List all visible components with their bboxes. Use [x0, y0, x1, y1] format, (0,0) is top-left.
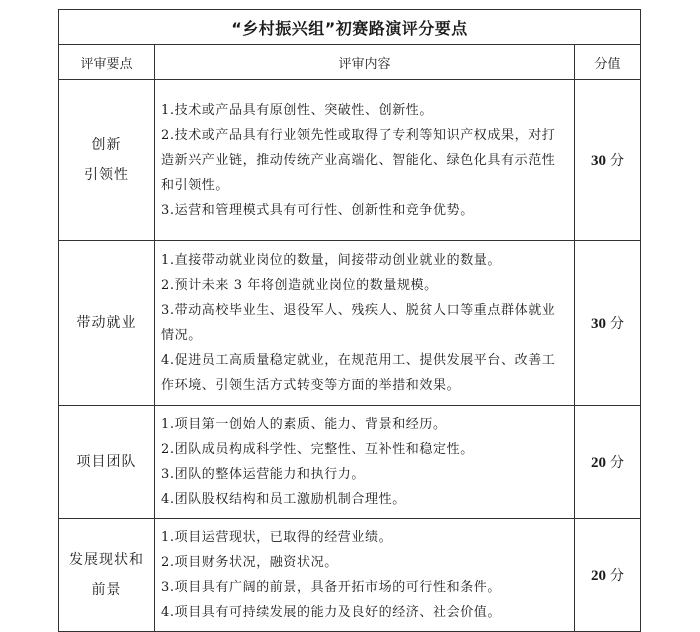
- scoring-table: [58, 9, 641, 632]
- score-cell: [575, 80, 641, 241]
- header-criteria: 评审要点: [59, 45, 155, 80]
- header-score: 分值: [575, 45, 641, 80]
- category-label: 引领性: [84, 167, 129, 183]
- score-value: 20: [591, 568, 607, 584]
- category-cell: [59, 519, 155, 632]
- criteria-item: 4.项目具有可持续发展的能力及良好的经济、社会价值。: [161, 605, 502, 620]
- category-cell: [59, 241, 155, 406]
- score-cell: [575, 241, 641, 406]
- category-label: 项目团队: [76, 454, 137, 470]
- score-value: 30: [591, 153, 607, 169]
- criteria-item: 4.促进员工高质量稳定就业，在规范用工、提供发展平台、改善工作环境、引领生活方式转变等方面的举措和效果。: [161, 353, 556, 393]
- score-unit: 分: [610, 568, 625, 584]
- criteria-item: 4.团队股权结构和员工激励机制合理性。: [161, 492, 406, 507]
- criteria-item: 1.项目运营现状，已取得的经营业绩。: [161, 530, 393, 545]
- criteria-item: 1.技术或产品具有原创性、突破性、创新性。: [161, 102, 434, 118]
- score-value: 20: [591, 455, 607, 471]
- criteria-item: 1.项目第一创始人的素质、能力、背景和经历。: [161, 417, 447, 432]
- criteria-item: 3.带动高校毕业生、退役军人、残疾人、脱贫人口等重点群体就业情况。: [161, 303, 556, 343]
- category-cell: [59, 80, 155, 241]
- header-content: 评审内容: [155, 45, 575, 80]
- table-row: [59, 406, 641, 519]
- criteria-item: 3.团队的整体运营能力和执行力。: [161, 467, 366, 482]
- score-cell: [575, 519, 641, 632]
- criteria-item: 3.项目具有广阔的前景，具备开拓市场的可行性和条件。: [161, 580, 502, 595]
- table-row: [59, 241, 641, 406]
- score-unit: 分: [610, 153, 625, 169]
- scoring-criteria-document: [58, 9, 640, 632]
- criteria-item: 2.预计未来 3 年将创造就业岗位的数量规模。: [161, 278, 438, 293]
- content-cell: [155, 519, 575, 632]
- score-unit: 分: [610, 455, 625, 471]
- criteria-item: 1.直接带动就业岗位的数量，间接带动创业就业的数量。: [161, 253, 502, 268]
- content-cell: [155, 241, 575, 406]
- table-row: [59, 519, 641, 632]
- category-label: 创新: [91, 137, 122, 153]
- content-cell: [155, 406, 575, 519]
- content-cell: [155, 80, 575, 241]
- criteria-item: 3.运营和管理模式具有可行性、创新性和竞争优势。: [161, 202, 474, 218]
- criteria-item: 2.项目财务状况，融资状况。: [161, 555, 338, 570]
- header-row: [59, 45, 641, 80]
- criteria-item: 2.团队成员构成科学性、完整性、互补性和稳定性。: [161, 442, 474, 457]
- table-row: [59, 80, 641, 241]
- score-unit: 分: [610, 316, 625, 332]
- category-label: 带动就业: [76, 315, 137, 331]
- title-row: [59, 10, 641, 45]
- score-cell: [575, 406, 641, 519]
- criteria-item: 2.技术或产品具有行业领先性或取得了专利等知识产权成果，对打造新兴产业链，推动传统产业高端化、智能化、绿色化具有示范性和引领性。: [161, 127, 556, 193]
- category-cell: [59, 406, 155, 519]
- category-label: 前景: [91, 582, 122, 598]
- category-label: 发展现状和: [69, 552, 144, 568]
- score-value: 30: [591, 316, 607, 332]
- table-title: “乡村振兴组”初赛路演评分要点: [59, 10, 641, 45]
